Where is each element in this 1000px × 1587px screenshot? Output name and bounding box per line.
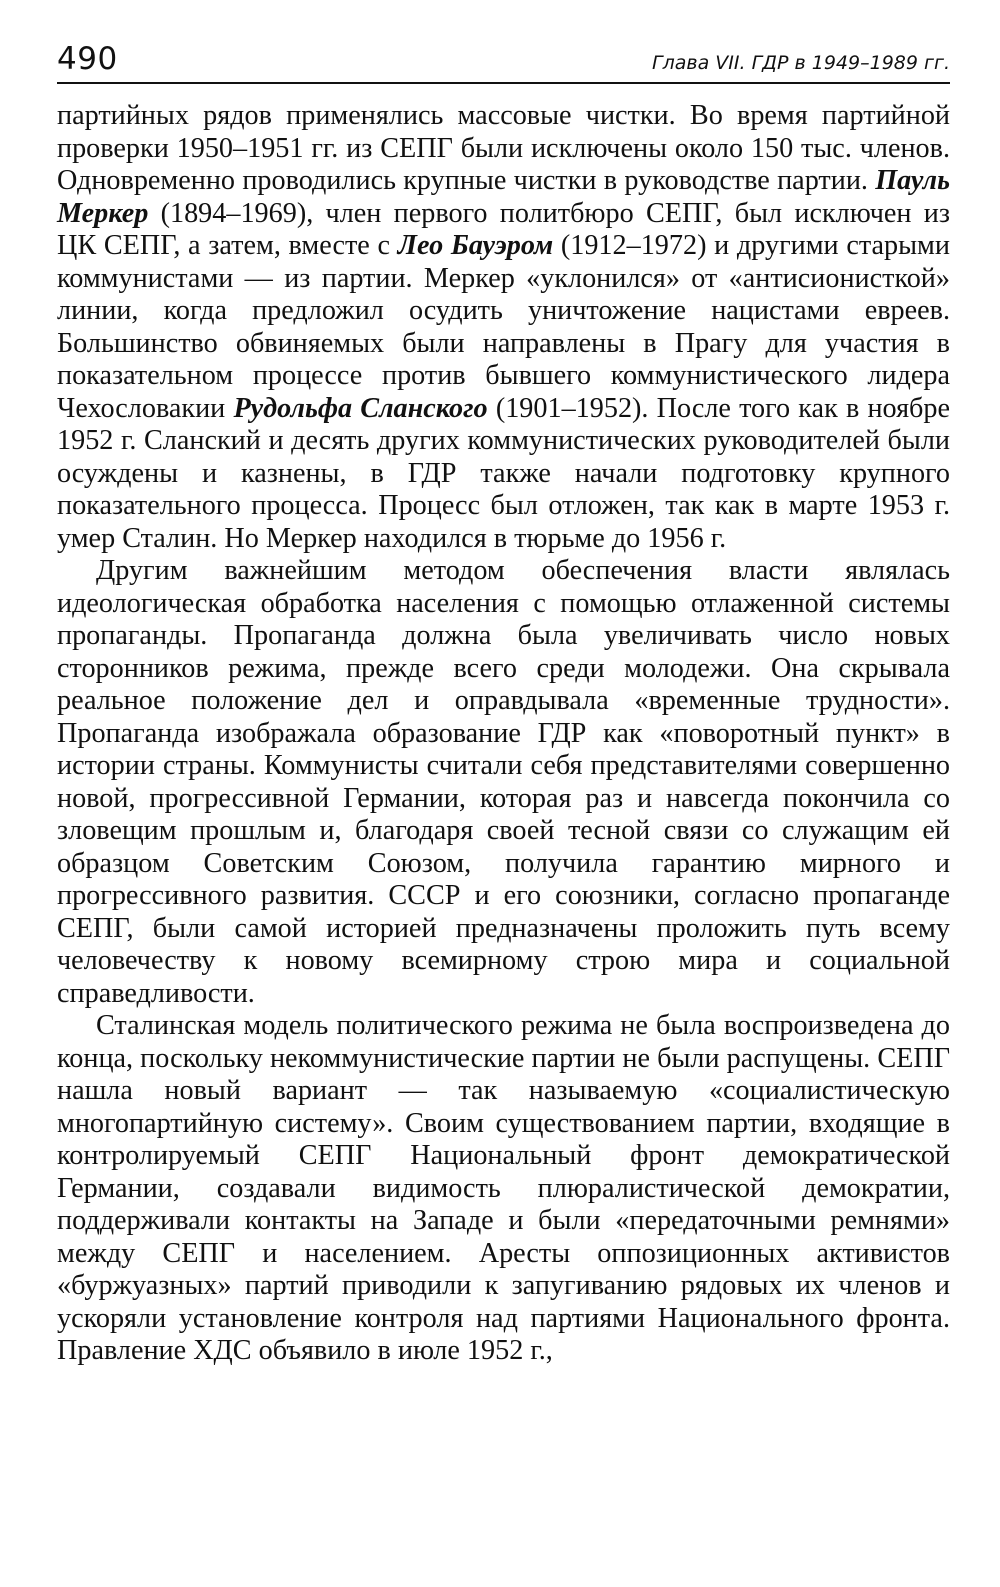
page-number: 490 — [57, 41, 118, 77]
paragraph-1-text: партийных рядов применялись массовые чистки. Во время партийной проверки 1950–1951 гг. из СЕПГ были исключены около 150 тыс. членов. Одновременно проводились крупные чистки в руководстве партии. — [57, 100, 950, 196]
paragraph-1-text: (1912–1972) и другими старыми коммунистами — из партии. Меркер «уклонился» от «антисионисткой» линии, когда предложил осудить уничтожение нацистами евреев. Большинство обвиняемых были направлены в Прагу для участия в показательном процессе против бывшего коммунистического лидера Чехословакии — [57, 230, 950, 424]
running-head: Глава VII. ГДР в 1949–1989 гг. — [652, 52, 950, 74]
paragraph-3: Сталинская модель политического режима не была воспроизведена до конца, поскольку некоммунистические партии не были распущены. СЕПГ нашла новый вариант — так называемую «социалистическую многопартийную систему». Своим существованием партии, входящие в контролируемый СЕПГ Национальный фронт демократической Германии, создавали видимость плюралистической демократии, поддерживали контакты на Западе и были «передаточными ремнями» между СЕПГ и населением. Аресты оппозиционных активистов «буржуазных» партий приводили к запугиванию рядовых их членов и ускоряли установление контроля над партиями Национального фронта. Правление ХДС объявило в июле 1952 г., — [57, 1010, 950, 1366]
person-name-merker: Пауль Меркер — [57, 165, 950, 229]
paragraph-1 — [57, 100, 950, 555]
person-name-slansky: Рудольфа Сланского — [233, 392, 488, 424]
paragraph-2: Другим важнейшим методом обеспечения власти являлась идеологическая обработка населения с помощью отлаженной системы пропаганды. Пропаганда должна была увеличивать число новых сторонников режима, прежде всего среди молодежи. Она скрывала реальное положение дел и оправдывала «временные трудности». Пропаганда изображала образование ГДР как «поворотный пункт» в истории страны. Коммунисты считали себя представителями совершенно новой, прогрессивной Германии, которая раз и навсегда покончила со зловещим прошлым и, благодаря своей тесной связи со служащим ей образцом Советским Союзом, получила гарантию мирного и прогрессивного развития. СССР и его союзники, согласно пропаганде СЕПГ, были самой историей предназначены проложить путь всему человечеству к новому всемирному строю мира и социальной справедливости. — [57, 555, 950, 1009]
paragraph-1-text: (1894–1969), член первого политбюро СЕПГ, был исключен из ЦК СЕПГ, а затем, вместе с — [57, 197, 950, 261]
person-name-bauer: Лео Бауэром — [397, 230, 554, 261]
paragraph-1-text: (1901–1952). После того как в ноябре 1952 г. Сланский и десять других коммунистических руководителей были осуждены и казнены, в ГДР также начали подготовку крупного показательного процесса. Процесс был отложен, так как в марте 1953 г. умер Сталин. Но Меркер находился в тюрьме до 1956 г. — [57, 392, 951, 554]
page-header — [57, 40, 950, 84]
body-text — [57, 100, 950, 1368]
